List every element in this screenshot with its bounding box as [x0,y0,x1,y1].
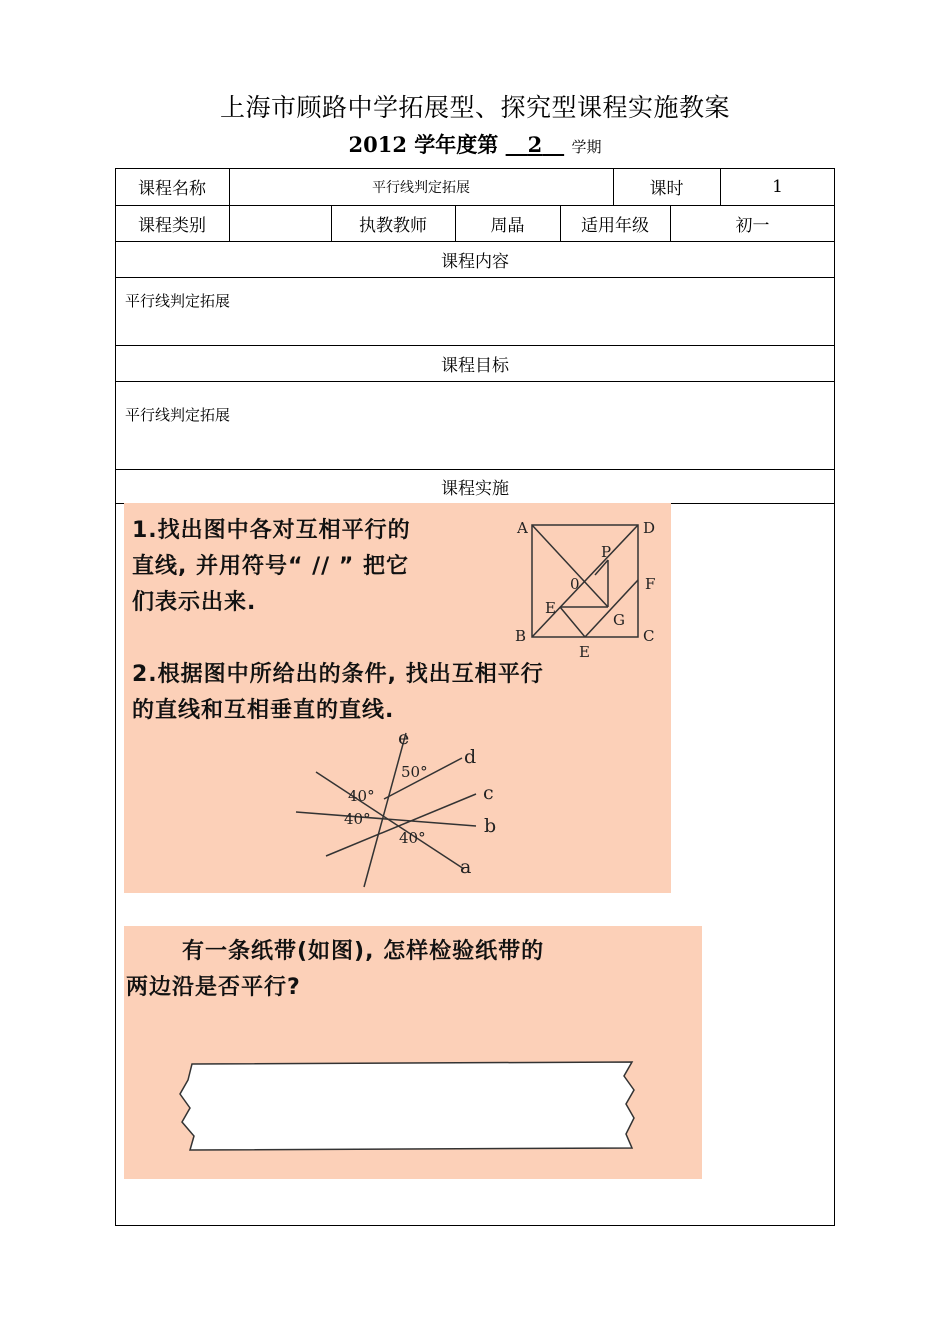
table-divider [115,381,835,382]
teacher-label: 执教教师 [359,215,427,236]
question-1-line-2: 直线, 并用符号“ // ” 把它 [132,554,409,579]
angle-label-top: 50° [401,763,428,781]
hours-label: 课时 [649,179,684,199]
goal-text: 平行线判定拓展 [125,406,231,424]
lines-angle-figure [284,727,514,889]
segment-e-e [560,607,585,637]
semester-line [0,129,950,159]
label-line-e: e [398,727,410,749]
category-value [229,205,331,241]
angle-label-bottom: 40° [399,829,426,847]
segment-fe [585,580,638,637]
content-heading: 课程内容 [441,251,509,272]
semester-value: 2 [527,132,543,157]
label-d: D [643,519,656,537]
label-line-d: d [464,746,477,768]
category-label: 课程类别 [138,215,206,236]
content-text: 平行线判定拓展 [125,292,231,310]
label-g: G [613,611,625,629]
question-2-line-1: 根据图中所给出的条件, 找出互相平行 [157,662,544,687]
line-a [316,772,464,869]
label-e-lower: E [579,643,590,661]
diagonal-ao [532,525,608,607]
course-name-label: 课程名称 [138,179,206,199]
grade-label: 适用年级 [581,215,649,236]
label-c: C [643,627,655,645]
label-o: 0 [570,575,580,593]
implementation-heading: 课程实施 [441,478,509,499]
label-e-upper: E [545,599,556,617]
year-label: 2012 学年度第 [348,132,499,157]
label-b: B [515,627,527,645]
label-a: A [517,519,528,537]
question-2-number: 2. [132,662,158,687]
slide-paper-strip [124,926,702,1179]
label-line-a: a [460,856,472,878]
paper-strip-question-line-2: 两边沿是否平行? [126,975,301,1000]
slide-parallel-lines-exercises [124,503,671,893]
course-name-value: 平行线判定拓展 [372,179,470,196]
label-p: P [601,543,612,561]
page-title: 上海市顾路中学拓展型、探究型课程实施教案 [219,93,730,122]
paper-strip [180,1062,634,1150]
label-f: F [645,575,656,593]
paper-strip-figure [174,1058,644,1158]
goal-heading: 课程目标 [441,355,509,376]
question-1-number: 1. [132,518,158,543]
table-divider [115,277,835,278]
question-1-line-1: 找出图中各对互相平行的 [157,518,411,543]
question-2-line-2: 的直线和互相垂直的直线. [132,698,395,723]
angle-label-left-upper: 40° [348,787,375,805]
paper-strip-question-line-1: 有一条纸带(如图), 怎样检验纸带的 [182,939,545,964]
question-2 [132,657,544,729]
label-line-b: b [484,815,497,837]
semester-blank [506,132,565,157]
question-1-line-3: 们表示出来. [132,590,257,615]
semester-suffix: 学期 [571,138,602,156]
label-line-c: c [483,782,494,804]
square-figure [509,513,669,663]
hours-value: 1 [772,176,783,197]
grade-value: 初一 [735,215,770,236]
teacher-value: 周晶 [490,215,525,236]
question-1 [132,513,411,621]
line-b [296,812,476,826]
angle-label-left-lower: 40° [344,810,371,828]
